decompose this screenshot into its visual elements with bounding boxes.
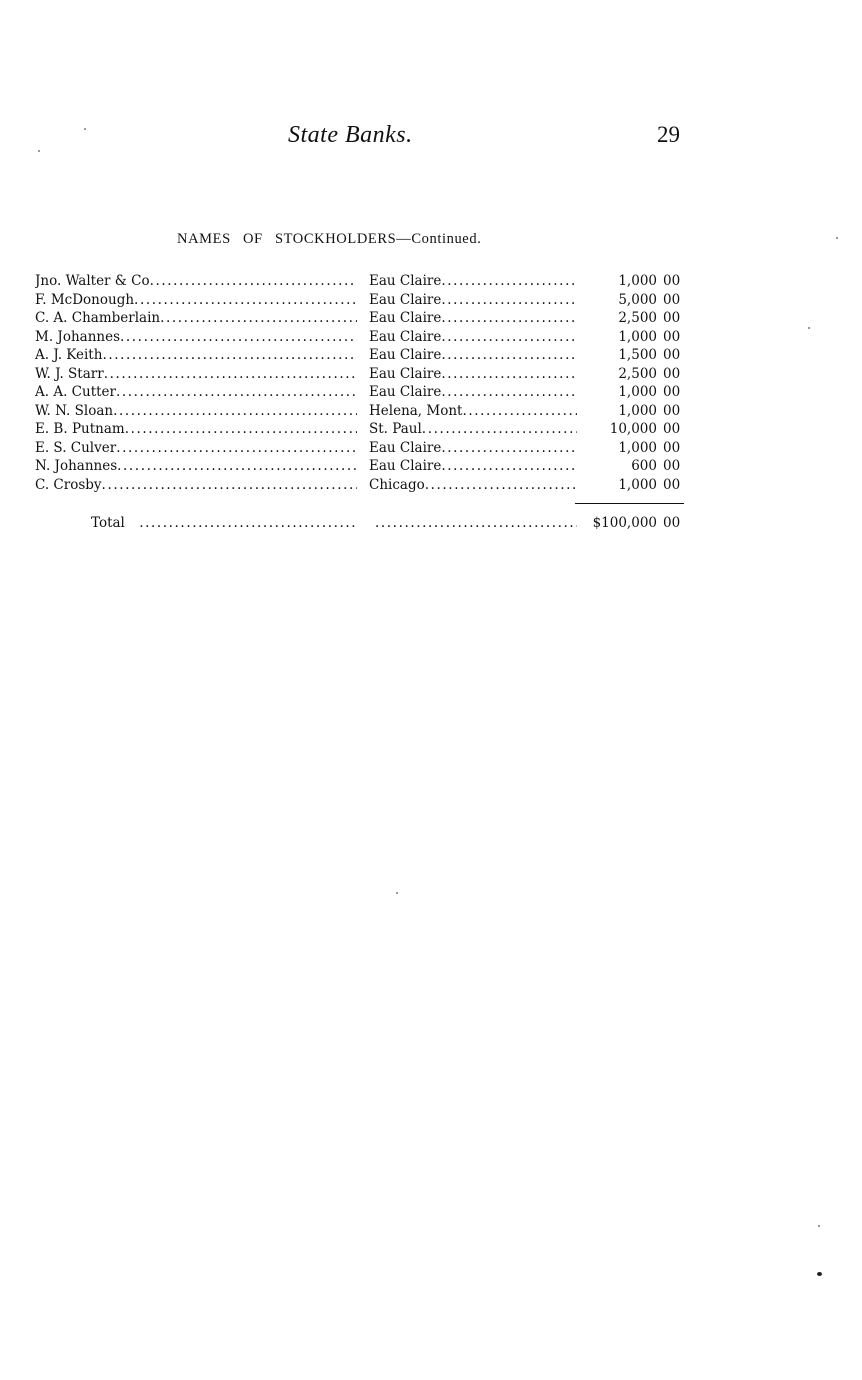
stockholder-name-cell <box>35 383 357 402</box>
leader-dots <box>441 458 577 474</box>
leader-dots <box>441 292 577 308</box>
stockholder-place-cell <box>369 272 577 291</box>
stockholder-place-cell <box>369 383 577 402</box>
stock-cents: 00 <box>663 402 681 419</box>
leader-dots <box>125 421 357 437</box>
stock-amount: 2,500 <box>618 310 657 326</box>
section-heading: NAMES OF STOCKHOLDERS—Continued. <box>177 231 482 247</box>
stock-cents: 00 <box>663 291 681 308</box>
stock-amount: 10,000 <box>609 421 657 437</box>
table-row <box>35 328 685 347</box>
leader-dots <box>441 310 577 326</box>
stockholder-name-cell <box>35 457 357 476</box>
scan-speck <box>836 237 838 239</box>
stockholder-name: W. N. Sloan <box>35 402 114 419</box>
leader-dots <box>425 477 577 493</box>
stock-amount: 5,000 <box>618 291 657 308</box>
scan-speck <box>38 150 40 152</box>
stockholder-name-cell <box>35 346 357 365</box>
stockholder-place-cell <box>369 346 577 365</box>
stockholder-name-cell <box>35 420 357 439</box>
leader-dots <box>441 384 577 400</box>
stock-cents: 00 <box>663 273 681 289</box>
stockholder-place: Eau Claire <box>369 347 442 363</box>
stockholder-place: Eau Claire <box>369 273 442 289</box>
stockholder-place-cell <box>369 328 577 347</box>
stockholder-name: Jno. Walter & Co <box>35 273 150 289</box>
stockholder-name-cell <box>35 291 357 310</box>
leader-dots <box>441 440 577 456</box>
stock-cents: 00 <box>663 384 681 400</box>
stockholders-table <box>35 272 685 494</box>
total-row <box>35 513 685 533</box>
stockholder-name: C. Crosby <box>35 476 102 493</box>
table-row <box>35 346 685 365</box>
stockholder-place: Eau Claire <box>369 365 442 382</box>
stockholder-place-cell <box>369 402 577 421</box>
running-title: State Banks. <box>288 122 413 148</box>
stockholder-name: N. Johannes <box>35 458 118 474</box>
stock-amount: 2,500 <box>618 365 657 382</box>
table-row <box>35 439 685 458</box>
total-middle-dots <box>375 513 577 533</box>
total-amount: $100,000 <box>592 515 657 531</box>
leader-dots <box>150 273 357 289</box>
leader-dots <box>160 310 357 326</box>
stockholder-name: E. S. Culver <box>35 439 117 456</box>
stockholder-name-cell <box>35 476 357 495</box>
stockholder-name: M. Johannes <box>35 328 120 345</box>
stockholder-place-cell <box>369 457 577 476</box>
total-rule <box>575 503 684 504</box>
stockholder-place-cell <box>369 309 577 328</box>
scan-speck <box>808 327 810 329</box>
leader-dots <box>462 403 577 419</box>
table-row <box>35 420 685 439</box>
stock-amount: 1,000 <box>618 439 657 456</box>
stock-cents: 00 <box>663 476 681 493</box>
stock-amount: 1,000 <box>618 384 657 400</box>
stock-amount: 1,000 <box>618 476 657 493</box>
leader-dots <box>441 273 577 289</box>
stockholder-name-cell <box>35 365 357 384</box>
stockholder-place: Helena, Mont <box>369 402 463 419</box>
table-row <box>35 476 685 495</box>
stockholder-name: F. McDonough <box>35 291 135 308</box>
leader-dots <box>120 329 357 345</box>
leader-dots <box>422 421 577 437</box>
stockholder-name: W. J. Starr <box>35 365 104 382</box>
stockholder-name-cell <box>35 328 357 347</box>
stock-amount: 1,000 <box>618 273 657 289</box>
stock-amount: 1,500 <box>618 347 657 363</box>
leader-dots <box>441 347 577 363</box>
scan-speck <box>818 1225 820 1227</box>
scan-speck <box>84 128 86 130</box>
stock-amount: 1,000 <box>618 328 657 345</box>
leader-dots <box>113 403 357 419</box>
stock-amount: 600 <box>631 458 657 474</box>
table-row <box>35 383 685 402</box>
stockholder-place: Eau Claire <box>369 384 442 400</box>
stock-cents: 00 <box>663 365 681 382</box>
stockholder-place-cell <box>369 476 577 495</box>
stock-amount: 1,000 <box>618 402 657 419</box>
stock-cents: 00 <box>663 439 681 456</box>
table-row <box>35 365 685 384</box>
table-row <box>35 291 685 310</box>
leader-dots <box>102 477 357 493</box>
stockholder-place-cell <box>369 291 577 310</box>
stockholder-place-cell <box>369 365 577 384</box>
stockholder-place: Eau Claire <box>369 291 442 308</box>
total-cents: 00 <box>663 515 681 531</box>
stock-cents: 00 <box>663 458 681 474</box>
stockholder-place-cell <box>369 420 577 439</box>
stockholder-name: C. A. Chamberlain <box>35 310 161 326</box>
leader-dots <box>116 384 357 400</box>
table-row <box>35 272 685 291</box>
scan-speck <box>817 1272 822 1276</box>
leader-dots <box>441 366 577 382</box>
stock-cents: 00 <box>663 328 681 345</box>
running-head <box>0 122 862 154</box>
stockholder-place: Eau Claire <box>369 328 442 345</box>
stockholder-name: E. B. Putnam <box>35 421 125 437</box>
stockholder-place-cell <box>369 439 577 458</box>
leader-dots <box>102 347 357 363</box>
stock-cents: 00 <box>663 310 681 326</box>
stockholder-name-cell <box>35 439 357 458</box>
leader-dots <box>134 292 357 308</box>
scan-speck <box>396 892 398 894</box>
stockholder-place: Eau Claire <box>369 310 442 326</box>
leader-dots <box>117 458 357 474</box>
stockholder-name-cell <box>35 272 357 291</box>
stock-cents: 00 <box>663 421 681 437</box>
page-number: 29 <box>657 122 680 147</box>
leader-dots <box>104 366 357 382</box>
total-label: Total <box>91 515 125 531</box>
stock-cents: 00 <box>663 347 681 363</box>
table-row <box>35 457 685 476</box>
stockholder-place: Eau Claire <box>369 458 442 474</box>
stockholder-name: A. A. Cutter <box>35 384 116 400</box>
leader-dots <box>441 329 577 345</box>
stockholder-place: St. Paul <box>369 421 422 437</box>
stockholder-name-cell <box>35 309 357 328</box>
total-leader-dots <box>139 515 357 531</box>
stockholder-name: A. J. Keith <box>35 347 103 363</box>
stockholder-place: Chicago <box>369 476 425 493</box>
table-row <box>35 309 685 328</box>
stockholder-name-cell <box>35 402 357 421</box>
table-row <box>35 402 685 421</box>
leader-dots <box>116 440 357 456</box>
stockholder-place: Eau Claire <box>369 439 442 456</box>
total-label-cell <box>91 513 357 533</box>
